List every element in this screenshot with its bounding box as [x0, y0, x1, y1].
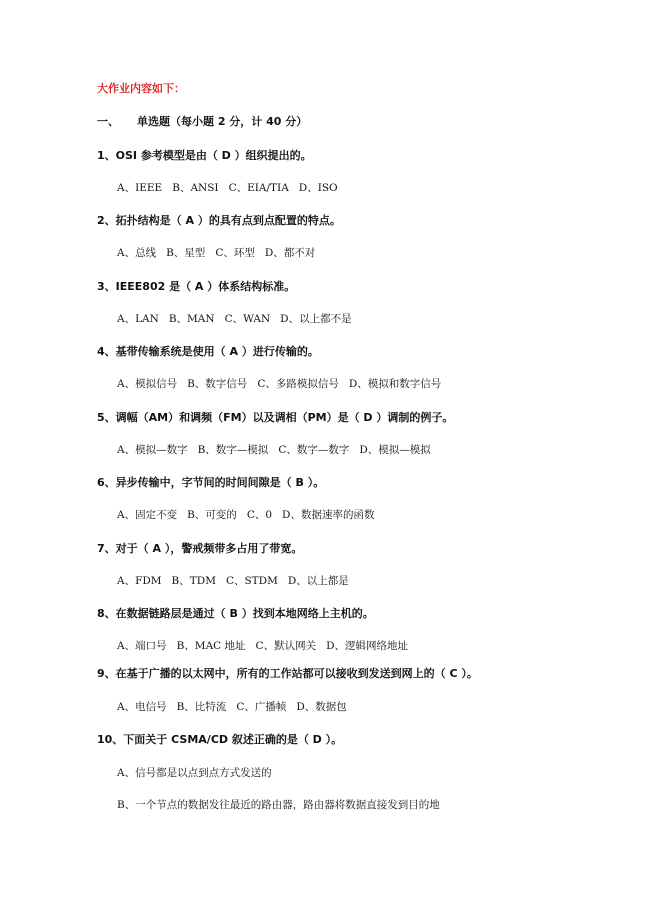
question-6: 6、异步传输中，字节间的时间间隙是（ B ）。: [97, 476, 325, 489]
question-9-options: A、电信号 B、比特流 C、广播帧 D、数据包: [117, 701, 347, 713]
question-2-options: A、总线 B、星型 C、环型 D、都不对: [117, 247, 316, 259]
question-1-options: A、IEEE B、ANSI C、EIA/TIA D、ISO: [117, 182, 338, 194]
question-7: 7、对于（ A ），警戒频带多占用了带宽。: [97, 542, 303, 555]
section-heading: [97, 113, 307, 129]
document-header: 大作业内容如下：: [97, 82, 185, 95]
question-5: 5、调幅（AM）和调频（FM）以及调相（PM）是（ D ）调制的例子。: [97, 411, 454, 424]
question-8-options: A、端口号 B、MAC 地址 C、默认网关 D、逻辑网络地址: [117, 640, 408, 652]
question-10-option-b: B、一个节点的数据发往最近的路由器，路由器将数据直接发到目的地: [117, 799, 440, 811]
question-7-options: A、FDM B、TDM C、STDM D、以上都是: [117, 575, 349, 587]
question-2: 2、拓扑结构是（ A ）的具有点到点配置的特点。: [97, 214, 341, 227]
question-10: 10、下面关于 CSMA/CD 叙述正确的是（ D ）。: [97, 733, 343, 746]
section-number: 一、: [97, 115, 119, 128]
question-3-options: A、LAN B、MAN C、WAN D、以上都不是: [117, 313, 352, 325]
question-8: 8、在数据链路层是通过（ B ）找到本地网络上主机的。: [97, 607, 374, 620]
section-title: 单选题（每小题 2 分，计 40 分）: [137, 115, 308, 128]
question-4: 4、基带传输系统是使用（ A ）进行传输的。: [97, 345, 319, 358]
question-3: 3、IEEE802 是（ A ）体系结构标准。: [97, 280, 296, 293]
question-9: 9、在基于广播的以太网中，所有的工作站都可以接收到发送到网上的（ C ）。: [97, 667, 478, 680]
question-10-option-a: A、信号都是以点到点方式发送的: [117, 767, 272, 779]
question-1: 1、OSI 参考模型是由（ D ）组织提出的。: [97, 149, 312, 162]
question-4-options: A、模拟信号 B、数字信号 C、多路模拟信号 D、模拟和数字信号: [117, 378, 442, 390]
question-6-options: A、固定不变 B、可变的 C、0 D、数据速率的函数: [117, 509, 375, 521]
question-5-options: A、模拟—数字 B、数字—模拟 C、数字—数字 D、模拟—模拟: [117, 444, 431, 456]
